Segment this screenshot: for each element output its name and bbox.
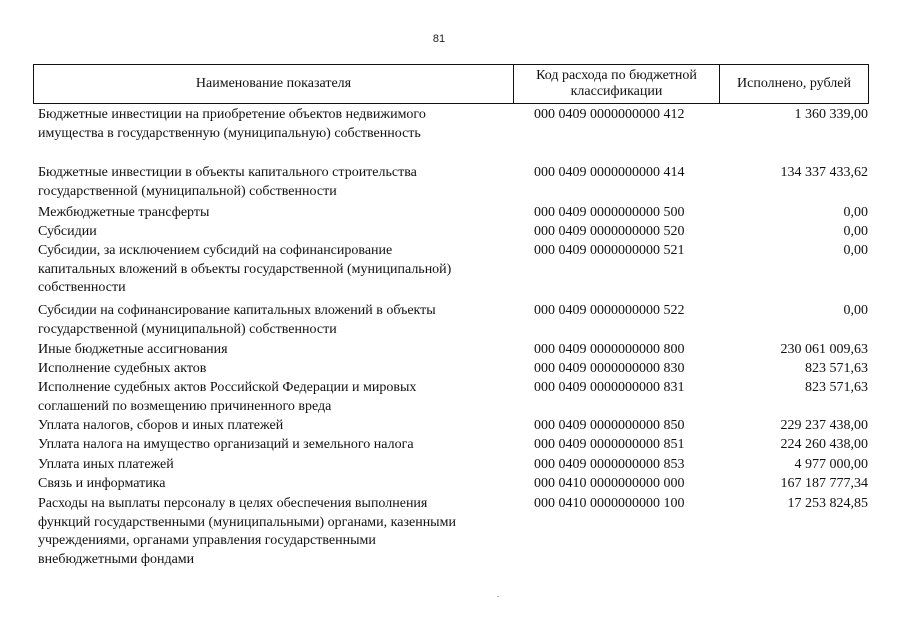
row-name-line: Исполнение судебных актов [38,361,207,376]
row-code: 000 0410 0000000000 000 [534,476,685,491]
page-number: 81 [432,33,446,45]
row-code: 000 0409 0000000000 830 [534,361,685,376]
row-executed-value: 0,00 [843,205,868,220]
header-name: Наименование показателя [34,65,514,103]
row-code: 000 0409 0000000000 522 [534,303,685,318]
row-code: 000 0409 0000000000 853 [534,457,685,472]
row-name-line: Расходы на выплаты персоналу в целях обеспечения выполнения [38,496,428,511]
row-name-line: Исполнение судебных актов Российской Федерации и мировых [38,380,417,395]
row-name-line: учреждениями, органами управления государственными [38,533,376,548]
row-name [38,204,516,223]
row-executed-value: 17 253 824,85 [787,496,868,511]
row-name-line: функций государственными (муниципальными) органами, казенными [38,514,456,530]
scan-speck [497,596,499,597]
row-name-line: Бюджетные инвестиции на приобретение объектов недвижимого [38,107,426,122]
row-name [38,302,516,339]
row-name-line: Уплата иных платежей [38,457,174,472]
row-executed-value: 4 977 000,00 [794,457,868,472]
row-name-line: Субсидии, за исключением субсидий на софинансирование [38,243,393,258]
row-name [38,106,516,143]
header-code: Код расхода по бюджетной классификации [514,65,720,103]
row-name-line: Иные бюджетные ассигнования [38,342,228,357]
row-name-line: собственности [38,280,126,295]
row-name-line: Субсидии на софинансирование капитальных вложений в объекты [38,303,436,318]
row-name [38,436,516,455]
row-executed-value: 1 360 339,00 [794,107,868,122]
row-name-line: Уплата налогов, сборов и иных платежей [38,418,284,433]
table-header [33,64,869,104]
row-executed-value: 230 061 009,63 [780,342,868,357]
row-code: 000 0409 0000000000 414 [534,165,685,180]
row-name-line: соглашений по возмещению причиненного вреда [38,398,332,414]
row-name [38,417,516,436]
row-code: 000 0409 0000000000 412 [534,107,685,122]
row-code: 000 0409 0000000000 850 [534,418,685,433]
row-name-line: внебюджетными фондами [38,551,195,567]
row-executed-value: 167 187 777,34 [780,476,868,491]
row-executed-value: 134 337 433,62 [780,165,868,180]
row-name [38,379,516,416]
row-name-line: Межбюджетные трансферты [38,205,210,220]
row-executed-value: 0,00 [843,243,868,258]
row-name-line: государственной (муниципальной) собственности [38,183,337,199]
row-name-line: Уплата налога на имущество организаций и земельного налога [38,437,414,452]
row-executed-value: 229 237 438,00 [780,418,868,433]
row-name [38,360,516,379]
row-name [38,242,518,298]
row-name [38,475,516,494]
row-name-line: Бюджетные инвестиции в объекты капитального строительства [38,165,417,180]
row-name [38,341,516,360]
row-name [38,495,518,569]
row-name [38,456,516,475]
row-code: 000 0409 0000000000 521 [534,243,685,258]
row-name-line: государственной (муниципальной) собственности [38,321,337,337]
row-executed-value: 0,00 [843,224,868,239]
row-code: 000 0409 0000000000 520 [534,224,685,239]
row-code: 000 0410 0000000000 100 [534,496,685,511]
row-name-line: капитальных вложений в объекты государственной (муниципальной) [38,261,452,277]
row-code: 000 0409 0000000000 851 [534,437,685,452]
row-executed-value: 224 260 438,00 [780,437,868,452]
row-code: 000 0409 0000000000 500 [534,205,685,220]
row-code: 000 0409 0000000000 831 [534,380,685,395]
row-executed-value: 823 571,63 [805,380,868,395]
row-name-line: Субсидии [38,224,97,239]
row-name [38,164,516,201]
row-executed-value: 0,00 [843,303,868,318]
row-code: 000 0409 0000000000 800 [534,342,685,357]
row-executed-value: 823 571,63 [805,361,868,376]
row-name [38,223,516,242]
row-name-line: Связь и информатика [38,476,166,491]
row-name-line: имущества в государственную (муниципальную) собственность [38,125,421,141]
header-executed: Исполнено, рублей [737,76,851,91]
